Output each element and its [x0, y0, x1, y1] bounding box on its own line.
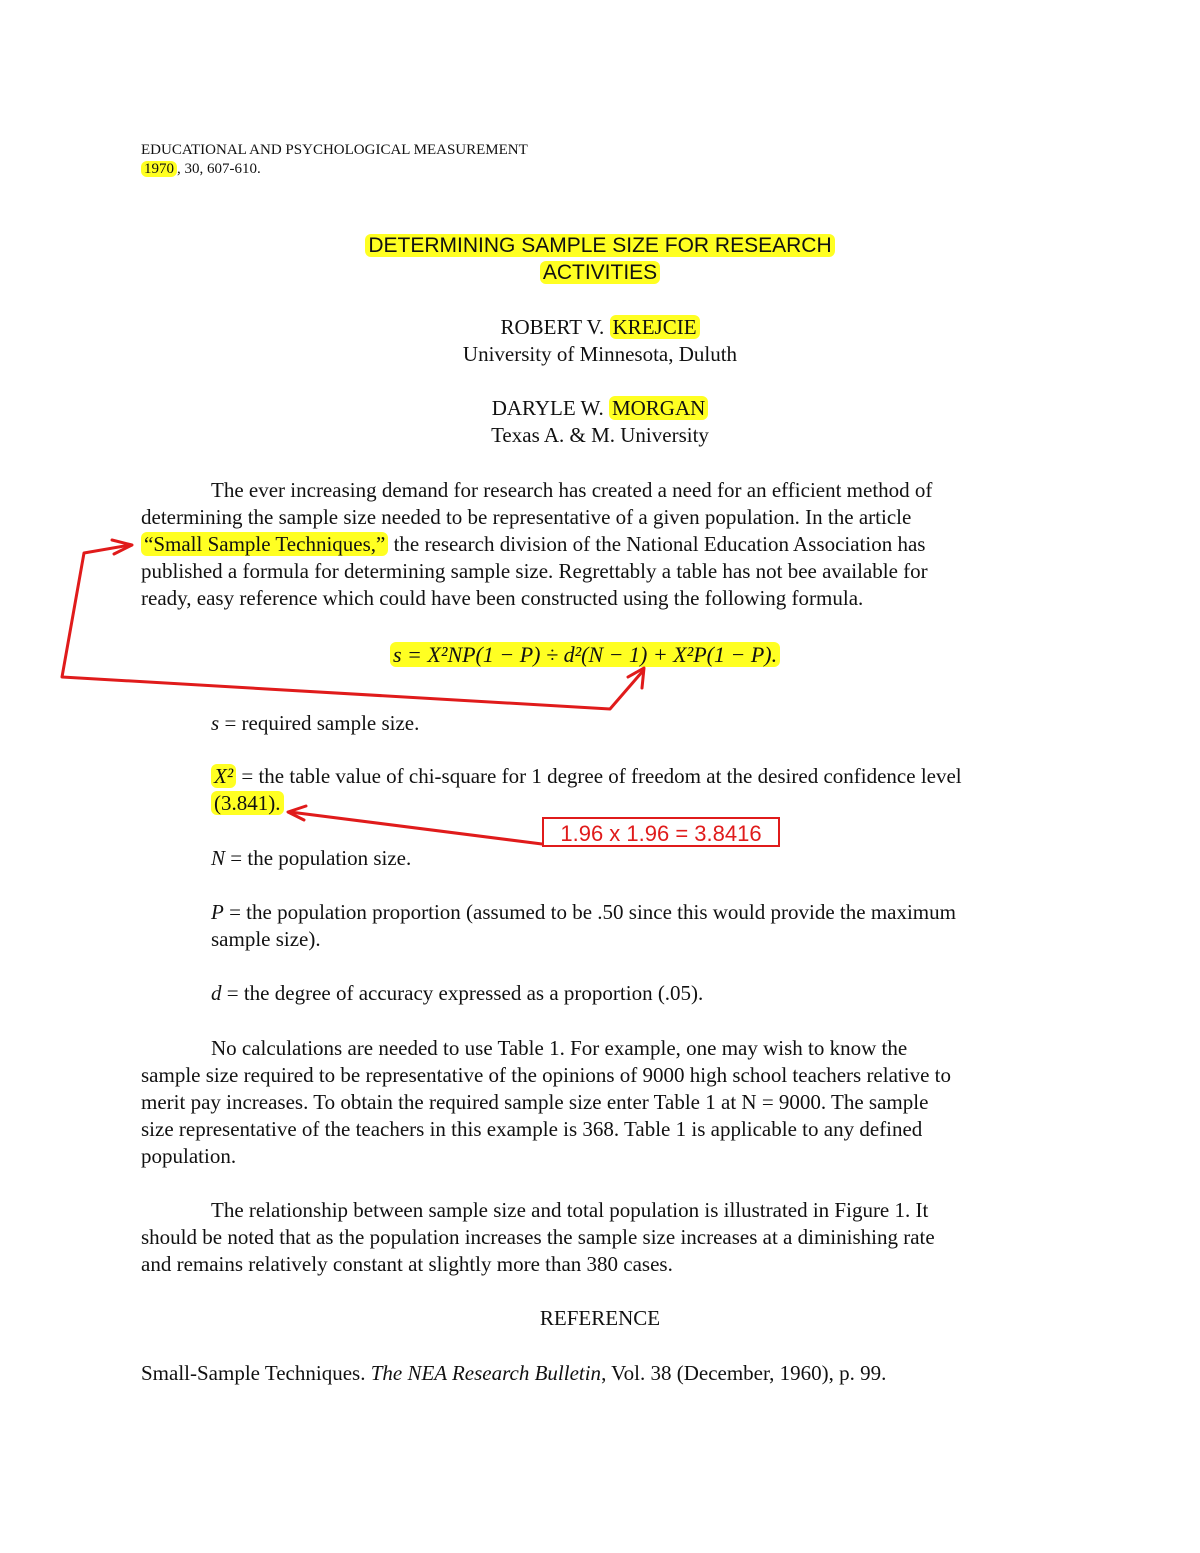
author-2-affiliation: Texas A. & M. University: [491, 423, 709, 447]
arrow-box-to-value: [290, 812, 542, 844]
para3-line-3: and remains relatively constant at slightly more than 380 cases.: [141, 1252, 673, 1276]
para3-line-1: The relationship between sample size and total population is illustrated in Figure 1. It: [211, 1198, 929, 1222]
def-d: d = the degree of accuracy expressed as a proportion (.05).: [211, 981, 704, 1005]
def-x2: X² = the table value of chi-square for 1 degree of freedom at the desired confidence level: [211, 763, 962, 790]
para2-line-2: sample size required to be representative of the opinions of 9000 high school teachers relative to: [141, 1063, 951, 1087]
citation-year: 1970: [141, 161, 177, 177]
para2-line-1: No calculations are needed to use Table 1. For example, one may wish to know the: [211, 1036, 908, 1060]
def-s: s = required sample size.: [211, 711, 420, 735]
author-1-affiliation: University of Minnesota, Duluth: [462, 342, 738, 366]
intro-line-3: “Small Sample Techniques,” the research division of the National Education Association has: [141, 531, 925, 558]
para2-line-5: population.: [141, 1144, 237, 1168]
intro-line-2: determining the sample size needed to be representative of a given population. In the article: [141, 505, 912, 529]
reference-heading: REFERENCE: [539, 1306, 661, 1330]
author-1-last: KREJCIE: [610, 315, 700, 339]
sample-size-formula: s = X²NP(1 − P) ÷ d²(N − 1) + X²P(1 − P).: [390, 642, 780, 668]
x2-symbol-highlight: X²: [211, 764, 236, 788]
para2-line-4: size representative of the teachers in this example is 368. Table 1 is applicable to any defined: [141, 1117, 923, 1141]
title-line-2: ACTIVITIES: [0, 259, 1200, 286]
intro-line-1: The ever increasing demand for research has created a need for an efficient method of: [211, 478, 933, 502]
citation-rest: , 30, 607-610.: [177, 161, 261, 177]
chi-square-value-highlight: (3.841).: [211, 791, 284, 815]
title-line-1: DETERMINING SAMPLE SIZE FOR RESEARCH: [0, 232, 1200, 259]
article-title-highlight: “Small Sample Techniques,”: [141, 532, 388, 556]
intro-line-5: ready, easy reference which could have been constructed using the following formula.: [141, 586, 864, 610]
journal-name: EDUCATIONAL AND PSYCHOLOGICAL MEASUREMENT: [141, 142, 528, 158]
author-2-last: MORGAN: [609, 396, 708, 420]
def-n: N = the population size.: [211, 846, 412, 870]
arrow-article-to-formula: [62, 545, 642, 709]
reference-entry: Small-Sample Techniques. The NEA Research Bulletin, Vol. 38 (December, 1960), p. 99.: [141, 1361, 887, 1385]
author-2-first: DARYLE W.: [491, 396, 609, 420]
para2-line-3: merit pay increases. To obtain the required sample size enter Table 1 at N = 9000. The sample: [141, 1090, 929, 1114]
para3-line-2: should be noted that as the population increases the sample size increases at a diminishing rate: [141, 1225, 935, 1249]
def-p-cont: sample size).: [211, 927, 321, 951]
annotation-calculation-box: 1.96 x 1.96 = 3.8416: [542, 817, 780, 847]
intro-line-4: published a formula for determining sample size. Regrettably a table has not bee available for: [141, 559, 928, 583]
def-p: P = the population proportion (assumed to be .50 since this would provide the maximum: [211, 900, 956, 924]
reference-journal: The NEA Research Bulletin: [370, 1361, 602, 1385]
author-1-first: ROBERT V.: [500, 315, 610, 339]
